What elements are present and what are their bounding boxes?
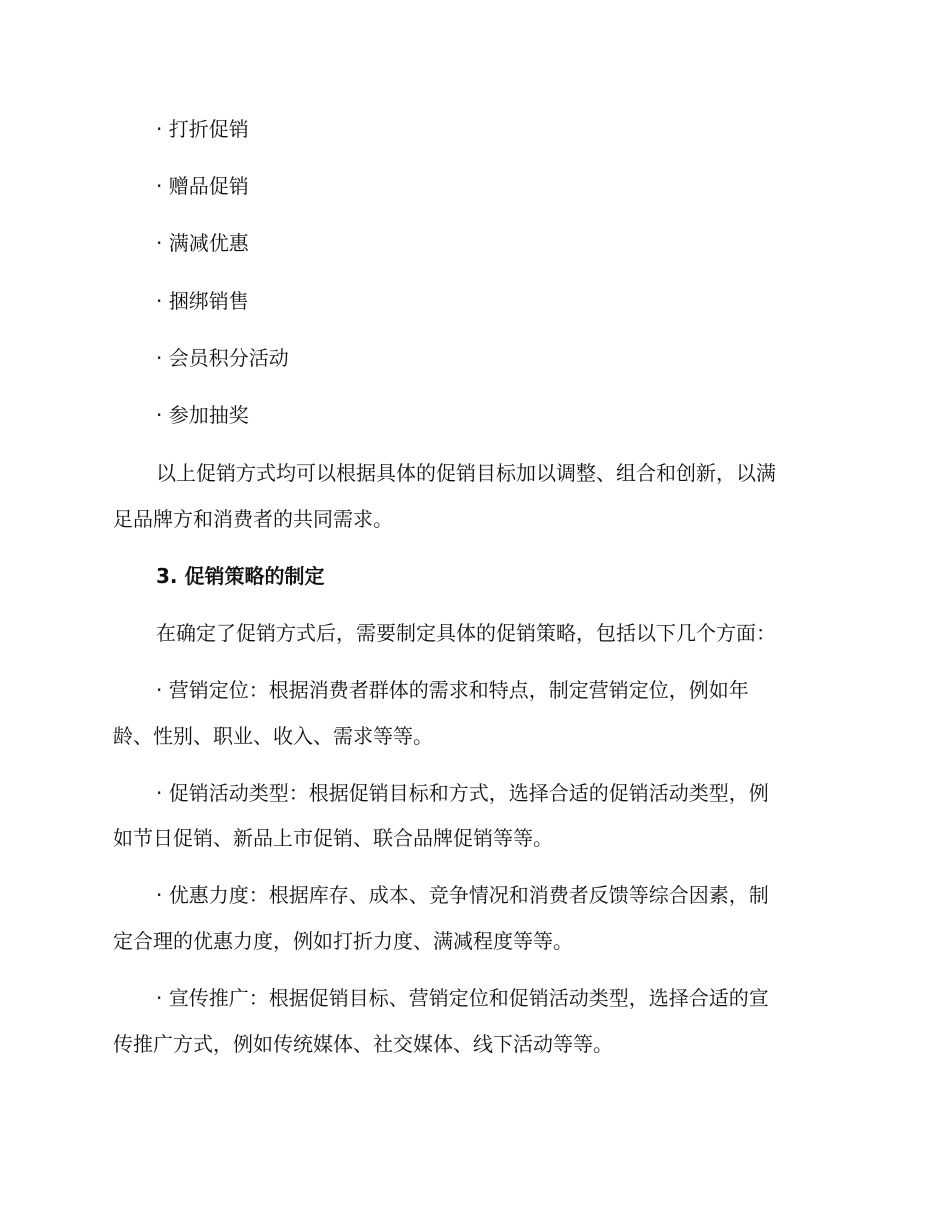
summary-paragraph-line-2: 足品牌方和消费者的共同需求。 xyxy=(113,507,393,531)
strategy-discount-level-line-2: 定合理的优惠力度，例如打折力度、满减程度等等。 xyxy=(113,929,573,953)
bullet-member-points: · 会员积分活动 xyxy=(156,346,289,370)
bullet-lottery: · 参加抽奖 xyxy=(156,403,249,427)
bullet-discount: · 打折促销 xyxy=(156,117,249,141)
strategy-activity-type-line-2: 如节日促销、新品上市促销、联合品牌促销等等。 xyxy=(113,826,553,850)
summary-paragraph-line-1: 以上促销方式均可以根据具体的促销目标加以调整、组合和创新，以满 xyxy=(156,461,776,485)
strategy-promotion-line-2: 传推广方式，例如传统媒体、社交媒体、线下活动等等。 xyxy=(113,1032,613,1056)
strategy-activity-type-line-1: · 促销活动类型：根据促销目标和方式，选择合适的促销活动类型，例 xyxy=(156,781,769,805)
bullet-gift: · 赠品促销 xyxy=(156,174,249,198)
strategy-promotion-line-1: · 宣传推广：根据促销目标、营销定位和促销活动类型，选择合适的宣 xyxy=(156,986,769,1010)
bullet-spend-reduction: · 满减优惠 xyxy=(156,231,249,255)
strategy-discount-level-line-1: · 优惠力度：根据库存、成本、竞争情况和消费者反馈等综合因素，制 xyxy=(156,883,769,907)
strategy-positioning-line-2: 龄、性别、职业、收入、需求等等。 xyxy=(113,724,433,748)
section-heading: 3. 促销策略的制定 xyxy=(156,564,325,588)
strategy-positioning-line-1: · 营销定位：根据消费者群体的需求和特点，制定营销定位，例如年 xyxy=(156,678,749,702)
section-intro: 在确定了促销方式后，需要制定具体的促销策略，包括以下几个方面： xyxy=(156,621,776,645)
bullet-bundle-sale: · 捆绑销售 xyxy=(156,289,249,313)
